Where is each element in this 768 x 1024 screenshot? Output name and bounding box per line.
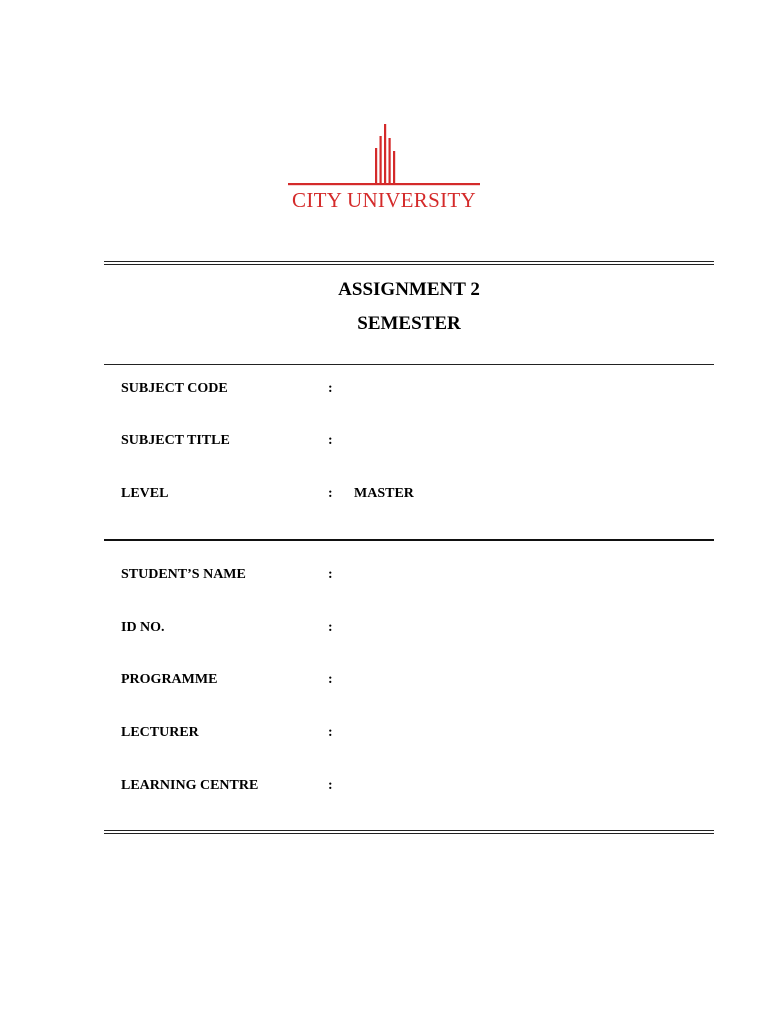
- field-label: ID NO.: [121, 620, 165, 635]
- field-subject-title: [121, 433, 681, 453]
- field-separator: :: [328, 486, 333, 501]
- field-value: MASTER: [354, 486, 414, 501]
- field-label: LEVEL: [121, 486, 169, 501]
- field-separator: :: [328, 620, 333, 635]
- title-divider: [104, 364, 714, 365]
- university-logo: [282, 118, 492, 218]
- field-label: PROGRAMME: [121, 672, 218, 687]
- field-label: SUBJECT CODE: [121, 381, 228, 396]
- field-lecturer: [121, 725, 681, 745]
- field-subject-code: [121, 381, 681, 401]
- top-double-rule: [104, 261, 714, 265]
- field-label: LECTURER: [121, 725, 199, 740]
- bottom-double-rule: [104, 830, 714, 834]
- assignment-title: ASSIGNMENT 2: [338, 279, 480, 300]
- field-label: SUBJECT TITLE: [121, 433, 230, 448]
- field-level: [121, 486, 681, 506]
- field-separator: :: [328, 778, 333, 793]
- city-university-logo-icon: [282, 118, 492, 218]
- field-label: LEARNING CENTRE: [121, 778, 259, 793]
- field-separator: :: [328, 381, 333, 396]
- field-student-name: [121, 567, 681, 587]
- svg-text:CITY UNIVERSITY: CITY UNIVERSITY: [292, 188, 476, 212]
- section-divider: [104, 539, 714, 541]
- field-learning-centre: [121, 778, 681, 798]
- field-separator: :: [328, 567, 333, 582]
- field-label: STUDENT’S NAME: [121, 567, 246, 582]
- field-separator: :: [328, 433, 333, 448]
- field-id-no: [121, 620, 681, 640]
- field-separator: :: [328, 672, 333, 687]
- semester-title: SEMESTER: [357, 313, 461, 334]
- field-separator: :: [328, 725, 333, 740]
- field-programme: [121, 672, 681, 692]
